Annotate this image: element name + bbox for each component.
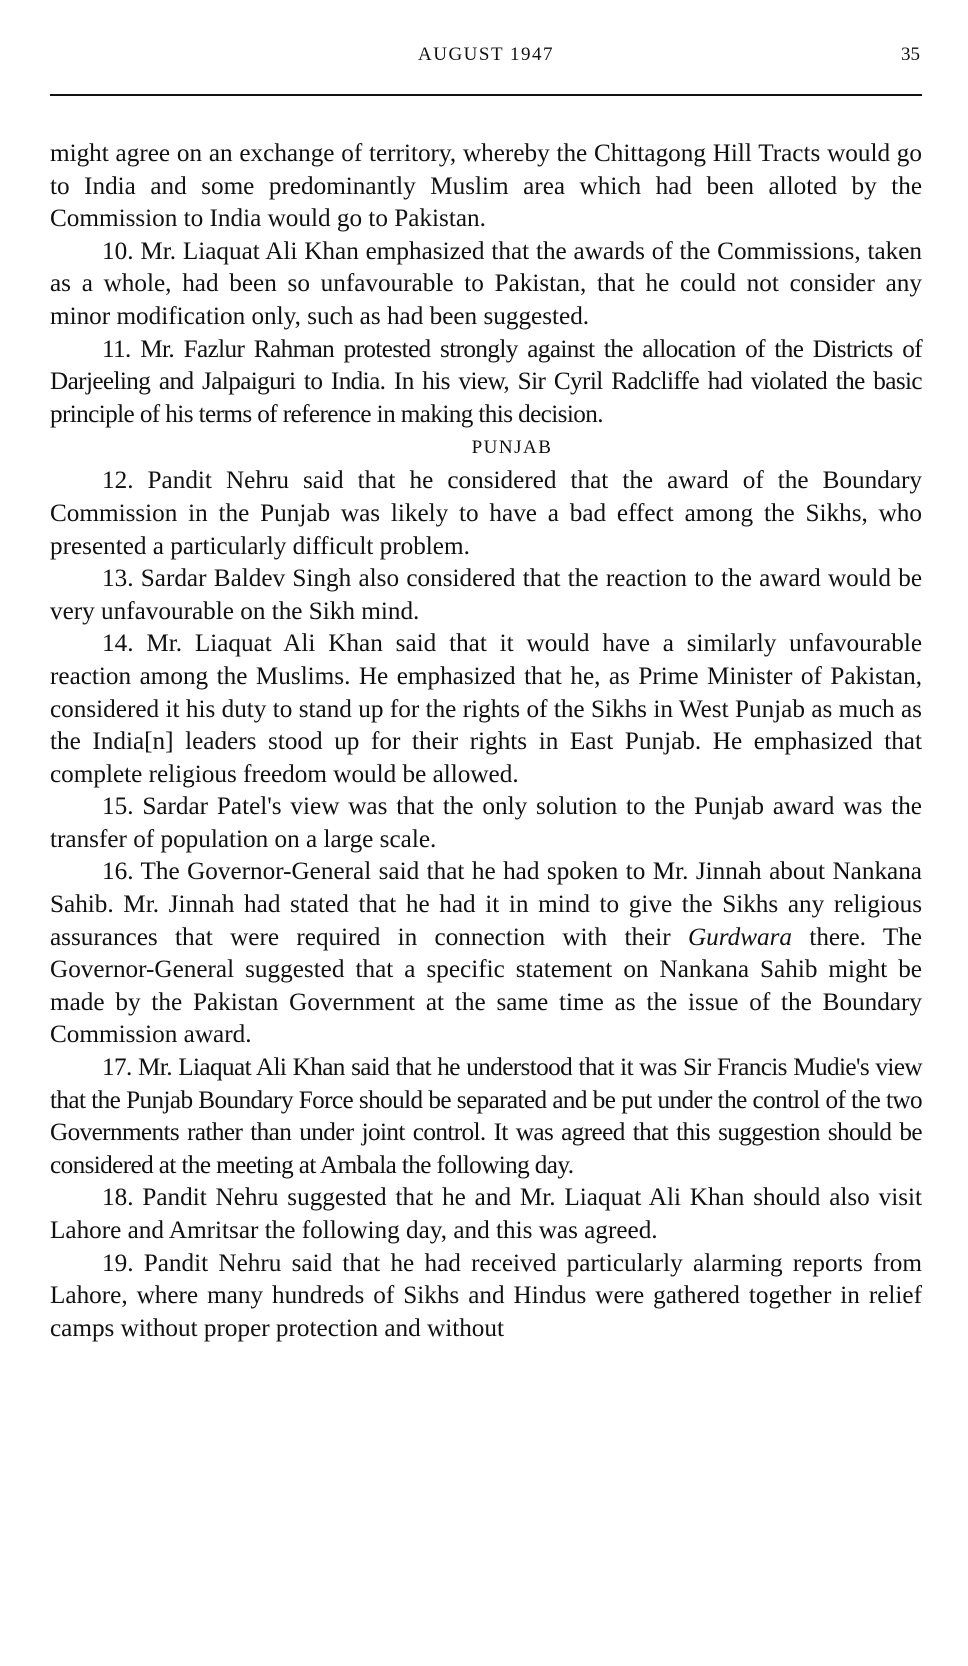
paragraph-continued: might agree on an exchange of territory, whereby the Chittagong Hill Tracts would go to India and some predominantly Muslim area which had been alloted by the Commission to India would go to Pakistan. xyxy=(50,140,922,233)
paragraph-16-part-b: there. The Governor-General suggested that a specific statement on Nankana Sahib might be made by the Pakistan Government at the same time as the issue of the Boundary Commission award. xyxy=(50,923,922,1049)
paragraph-17: 17. Mr. Liaquat Ali Khan said that he understood that it was Sir Francis Mudie's view that the Punjab Boundary Force should be separated and be put under the control of the two Governments rather than under joint control. It was agreed that this suggestion should be considered at the meeting at Ambala the following day. xyxy=(50,1054,922,1179)
paragraph-19: 19. Pandit Nehru said that he had received particularly alarming reports from Lahore, where many hundreds of Sikhs and Hindus were gathered together in relief camps without proper protection and without xyxy=(50,1249,922,1342)
paragraph-14: 14. Mr. Liaquat Ali Khan said that it would have a similarly unfavourable reaction among the Muslims. He emphasized that he, as Prime Minister of Pakistan, considered it his duty to stand up for the rights of the Sikhs in West Punjab as much as the India[n] leaders stood up for their rights in East Punjab. He emphasized that complete religious freedom would be allowed. xyxy=(50,630,922,788)
paragraph-18: 18. Pandit Nehru suggested that he and Mr. Liaquat Ali Khan should also visit Lahore and Amritsar the following day, and this was agreed. xyxy=(50,1184,922,1244)
running-head xyxy=(50,44,922,74)
paragraph-11: 11. Mr. Fazlur Rahman protested strongly against the allocation of the Districts of Darjeeling and Jalpaiguri to India. In his view, Sir Cyril Radcliffe had violated the basic principle of his terms of reference in making this decision. xyxy=(50,335,922,428)
paragraph-16-part-a: 16. The Governor-General said that he had spoken to Mr. Jinnah about Nankana Sahib. Mr. Jinnah had stated that he had it in mind to give the Sikhs any religious assurances that were required in connection with their xyxy=(50,858,922,951)
running-title: AUGUST 1947 xyxy=(418,44,554,65)
paragraph-15: 15. Sardar Patel's view was that the only solution to the Punjab award was the transfer of population on a large scale. xyxy=(50,793,922,853)
paragraph-12: 12. Pandit Nehru said that he considered that the award of the Boundary Commission in the Punjab was likely to have a bad effect among the Sikhs, who presented a particularly difficult problem. xyxy=(50,467,922,560)
paragraph-16-emphasis: Gurdwara xyxy=(687,923,792,951)
paragraph-10: 10. Mr. Liaquat Ali Khan emphasized that the awards of the Commissions, taken as a whole, had been so unfavourable to Pakistan, that he could not consider any minor modification only, such as had been suggested. xyxy=(50,237,922,330)
page-number: 35 xyxy=(901,44,920,65)
paragraph-16 xyxy=(50,856,922,1052)
header-rule xyxy=(50,94,922,96)
section-heading: PUNJAB xyxy=(471,437,553,459)
paragraph-13: 13. Sardar Baldev Singh also considered that the reaction to the award would be very unfavourable on the Sikh mind. xyxy=(50,565,922,625)
body-text xyxy=(50,138,922,1345)
